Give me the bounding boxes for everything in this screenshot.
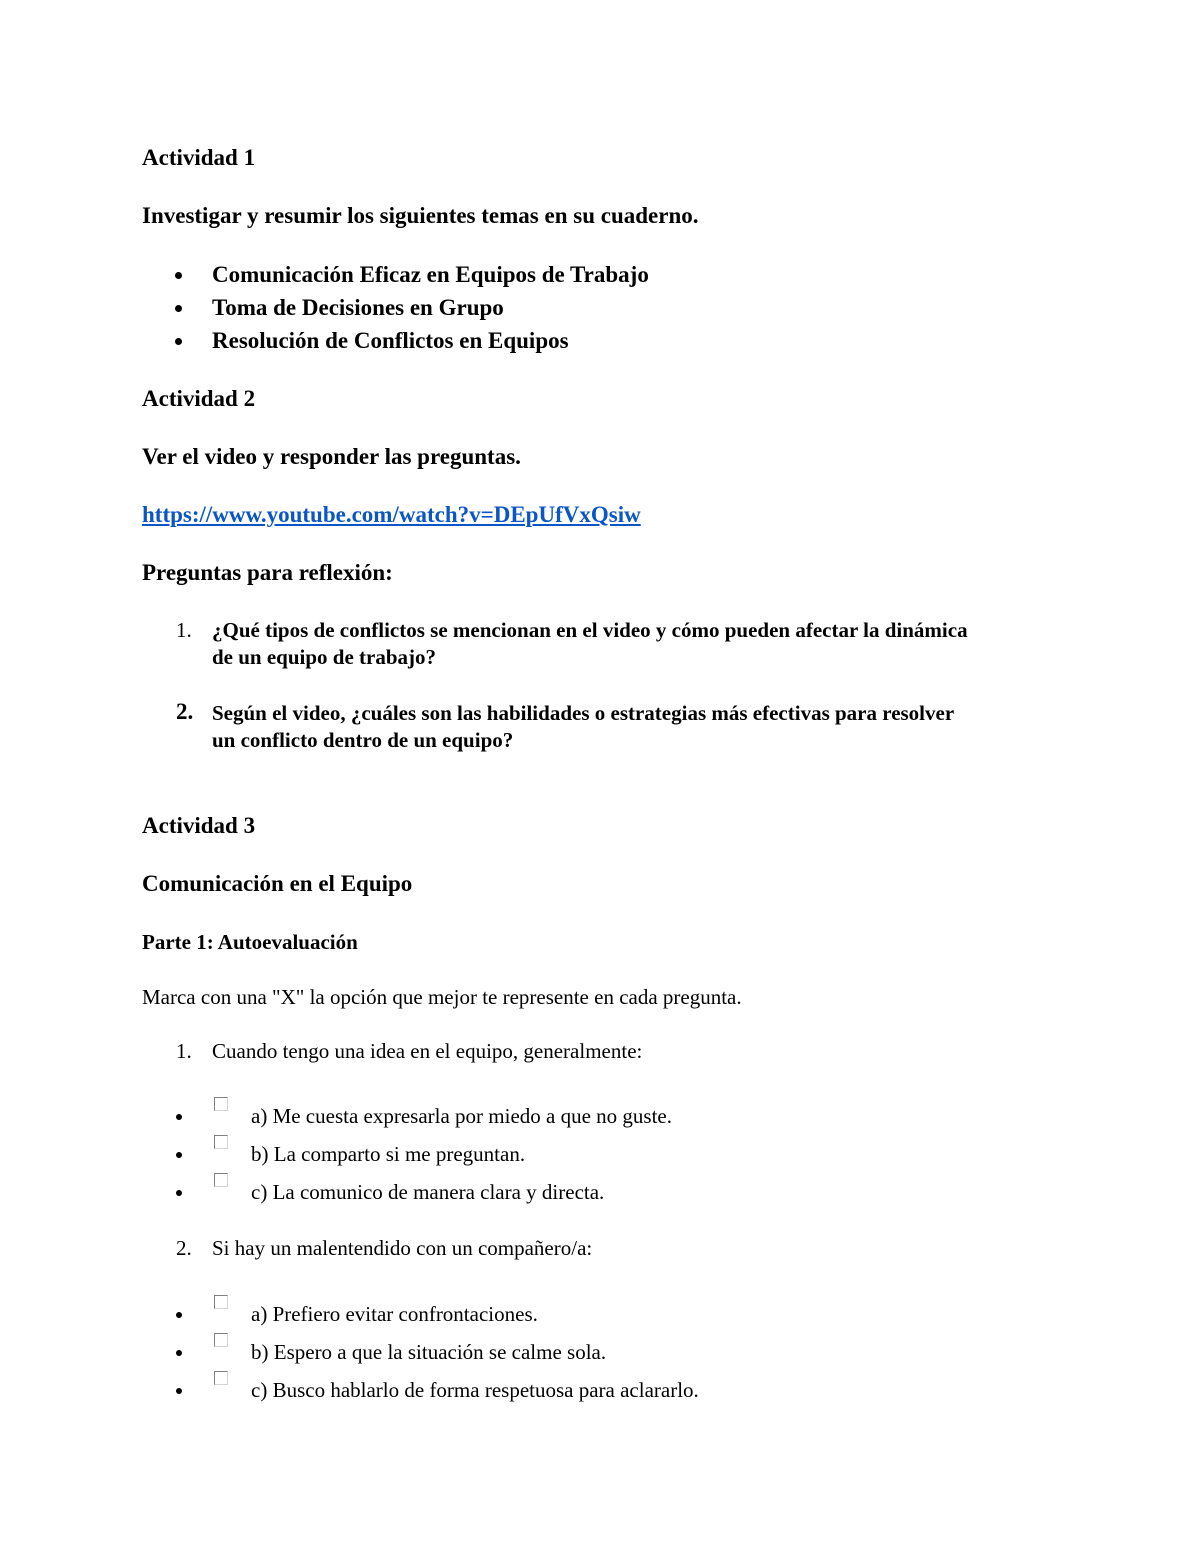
bullet-icon (175, 272, 182, 279)
bullet-icon (176, 1312, 182, 1318)
option-checkbox[interactable] (214, 1135, 228, 1149)
option-checkbox[interactable] (214, 1371, 228, 1385)
activity3-heading: Actividad 3 (142, 813, 256, 838)
part-title: Parte 1: Autoevaluación (142, 930, 358, 954)
option-label: b) Espero a que la situación se calme sola. (251, 1340, 607, 1364)
option-label: b) La comparto si me preguntan. (251, 1142, 526, 1166)
question-number: 2. (176, 699, 194, 724)
question-line: un conflicto dentro de un equipo? (212, 728, 514, 752)
option-label: c) Busco hablarlo de forma respetuosa para aclararlo. (251, 1378, 699, 1402)
bullet-icon (176, 1152, 182, 1158)
option-label: a) Prefiero evitar confrontaciones. (251, 1302, 538, 1326)
bullet-icon (176, 1350, 182, 1356)
option-label: c) La comunico de manera clara y directa. (251, 1180, 605, 1204)
bullet-icon (176, 1190, 182, 1196)
question-number: 1. (176, 618, 192, 642)
video-link[interactable]: https://www.youtube.com/watch?v=DEpUfVxQsiw (142, 502, 641, 527)
question-line: de un equipo de trabajo? (212, 645, 437, 669)
activity1-instruction: Investigar y resumir los siguientes temas en su cuaderno. (142, 203, 699, 228)
bullet-icon (176, 1114, 182, 1120)
option-checkbox[interactable] (214, 1097, 228, 1111)
bullet-icon (175, 305, 182, 312)
option-checkbox[interactable] (214, 1173, 228, 1187)
option-checkbox[interactable] (214, 1295, 228, 1309)
question-number: 1. (176, 1039, 192, 1063)
option-checkbox[interactable] (214, 1333, 228, 1347)
activity1-heading: Actividad 1 (142, 145, 256, 170)
question-line: Según el video, ¿cuáles son las habilidades o estrategias más efectivas para resolver (212, 701, 955, 725)
topic-item: Resolución de Conflictos en Equipos (212, 328, 569, 353)
bullet-icon (175, 338, 182, 345)
option-label: a) Me cuesta expresarla por miedo a que no guste. (251, 1104, 673, 1128)
activity3-instruction: Marca con una "X" la opción que mejor te represente en cada pregunta. (142, 985, 742, 1009)
question-text: Cuando tengo una idea en el equipo, generalmente: (212, 1039, 643, 1063)
questions-heading: Preguntas para reflexión: (142, 560, 393, 585)
question-line: ¿Qué tipos de conflictos se mencionan en el video y cómo pueden afectar la dinámica (212, 618, 968, 642)
topic-item: Comunicación Eficaz en Equipos de Trabajo (212, 262, 649, 287)
activity2-heading: Actividad 2 (142, 386, 256, 411)
bullet-icon (176, 1388, 182, 1394)
topic-item: Toma de Decisiones en Grupo (212, 295, 504, 320)
activity2-instruction: Ver el video y responder las preguntas. (142, 444, 521, 469)
activity3-subheading: Comunicación en el Equipo (142, 871, 413, 896)
question-number: 2. (176, 1236, 192, 1260)
question-text: Si hay un malentendido con un compañero/a: (212, 1236, 593, 1260)
